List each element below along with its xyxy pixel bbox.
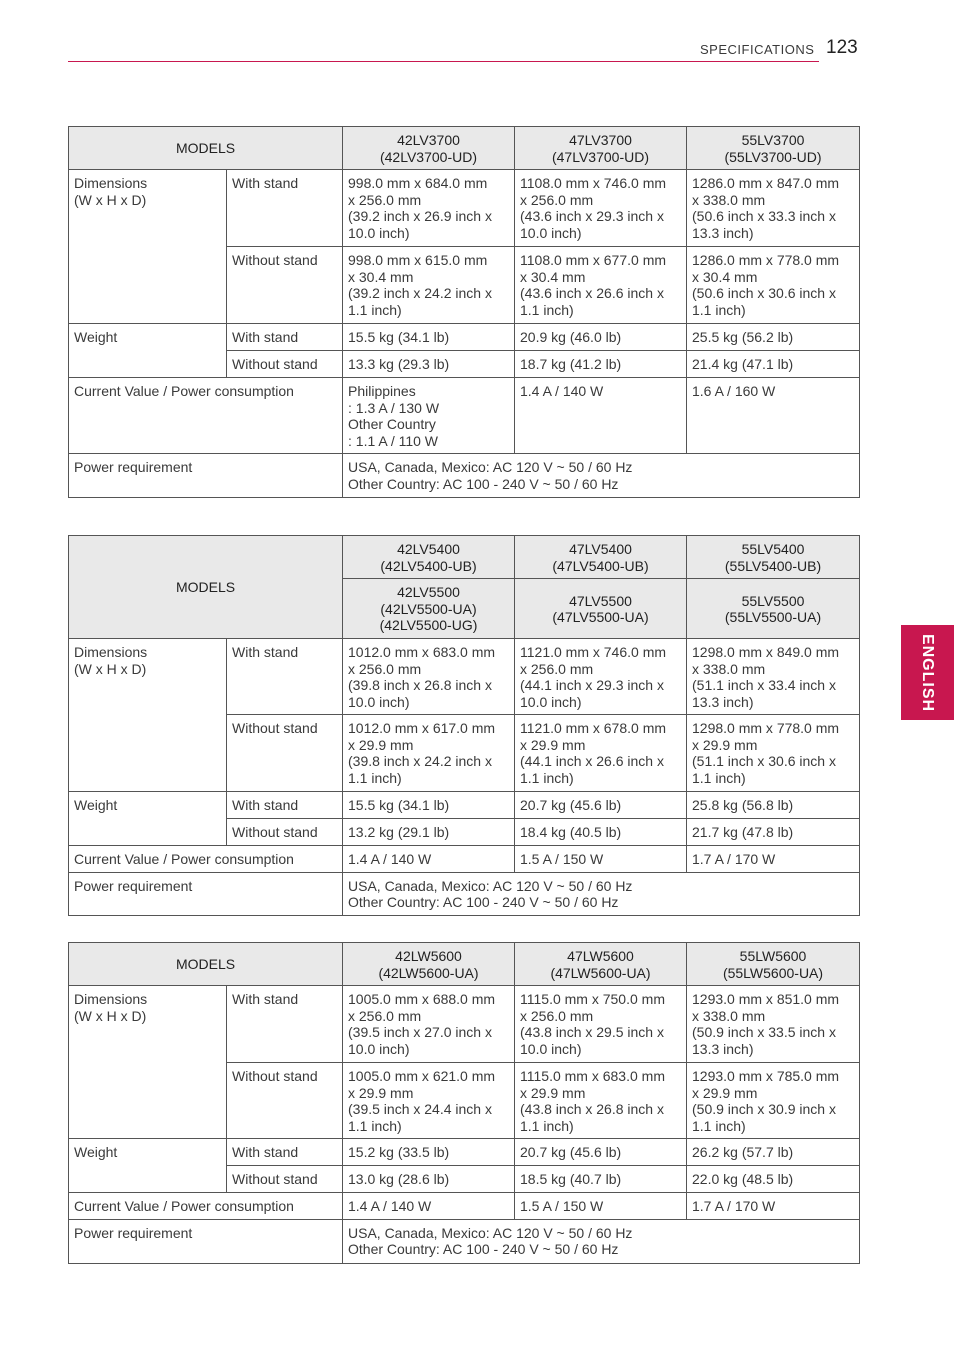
- with-stand-label: With stand: [227, 986, 343, 1063]
- dimension-cell: 998.0 mm x 615.0 mm x 30.4 mm (39.2 inch x 24.2 inch x 1.1 inch): [343, 247, 515, 324]
- dimension-cell: 1005.0 mm x 621.0 mm x 29.9 mm (39.5 inch x 24.4 inch x 1.1 inch): [343, 1063, 515, 1139]
- dimension-cell: 1286.0 mm x 778.0 mm x 30.4 mm (50.6 inch x 30.6 inch x 1.1 inch): [687, 247, 860, 324]
- dimensions-label: Dimensions (W x H x D): [69, 639, 227, 792]
- dimension-cell: 1115.0 mm x 750.0 mm x 256.0 mm (43.8 inch x 29.5 inch x 10.0 inch): [515, 986, 687, 1063]
- power-requirement-label: Power requirement: [69, 1219, 343, 1263]
- dimension-cell: 1012.0 mm x 617.0 mm x 29.9 mm (39.8 inch x 24.2 inch x 1.1 inch): [343, 715, 515, 792]
- power-requirement-label: Power requirement: [69, 872, 343, 915]
- weight-cell: 21.4 kg (47.1 lb): [687, 351, 860, 378]
- dimension-cell: 1108.0 mm x 677.0 mm x 30.4 mm (43.6 inch x 26.6 inch x 1.1 inch): [515, 247, 687, 324]
- weight-label: Weight: [69, 792, 227, 846]
- with-stand-label: With stand: [227, 170, 343, 247]
- weight-cell: 15.5 kg (34.1 lb): [343, 324, 515, 351]
- weight-cell: 20.9 kg (46.0 lb): [515, 324, 687, 351]
- with-stand-label: With stand: [227, 792, 343, 819]
- dimension-cell: 998.0 mm x 684.0 mm x 256.0 mm (39.2 inch x 26.9 inch x 10.0 inch): [343, 170, 515, 247]
- without-stand-label: Without stand: [227, 351, 343, 378]
- weight-cell: 15.2 kg (33.5 lb): [343, 1139, 515, 1166]
- dimension-cell: 1012.0 mm x 683.0 mm x 256.0 mm (39.8 inch x 26.8 inch x 10.0 inch): [343, 639, 515, 715]
- models-header: MODELS: [69, 127, 343, 170]
- current-value-label: Current Value / Power consumption: [69, 846, 343, 873]
- model-header: 47LV5400 (47LV5400-UB): [515, 536, 687, 579]
- weight-cell: 21.7 kg (47.8 lb): [687, 819, 860, 846]
- model-header: 47LW5600 (47LW5600-UA): [515, 943, 687, 986]
- power-requirement-value: USA, Canada, Mexico: AC 120 V ~ 50 / 60 Hz Other Country: AC 100 - 240 V ~ 50 / 60 Hz: [343, 454, 860, 498]
- dimension-cell: 1005.0 mm x 688.0 mm x 256.0 mm (39.5 inch x 27.0 inch x 10.0 inch): [343, 986, 515, 1063]
- weight-label: Weight: [69, 1139, 227, 1193]
- dimension-cell: 1293.0 mm x 785.0 mm x 29.9 mm (50.9 inch x 30.9 inch x 1.1 inch): [687, 1063, 860, 1139]
- current-value-cell: 1.5 A / 150 W: [515, 846, 687, 873]
- dimensions-label: Dimensions (W x H x D): [69, 170, 227, 324]
- weight-cell: 15.5 kg (34.1 lb): [343, 792, 515, 819]
- without-stand-label: Without stand: [227, 819, 343, 846]
- current-value-cell: 1.4 A / 140 W: [515, 378, 687, 454]
- weight-cell: 13.0 kg (28.6 lb): [343, 1166, 515, 1193]
- dimension-cell: 1298.0 mm x 849.0 mm x 338.0 mm (51.1 inch x 33.4 inch x 13.3 inch): [687, 639, 860, 715]
- page-number: 123: [826, 37, 858, 58]
- models-header: MODELS: [69, 536, 343, 639]
- current-value-label: Current Value / Power consumption: [69, 378, 343, 454]
- model-header: 42LW5600 (42LW5600-UA): [343, 943, 515, 986]
- spec-table-lv3700: [68, 126, 860, 498]
- with-stand-label: With stand: [227, 1139, 343, 1166]
- model-header: 55LV3700 (55LV3700-UD): [687, 127, 860, 170]
- current-value-cell: 1.4 A / 140 W: [343, 846, 515, 873]
- dimension-cell: 1121.0 mm x 678.0 mm x 29.9 mm (44.1 inch x 26.6 inch x 1.1 inch): [515, 715, 687, 792]
- model-header: 42LV5400 (42LV5400-UB): [343, 536, 515, 579]
- spec-table-lv5400-lv5500: [68, 535, 860, 916]
- model-header: 55LV5500 (55LV5500-UA): [687, 579, 860, 639]
- current-value-cell: 1.5 A / 150 W: [515, 1193, 687, 1220]
- power-requirement-value: USA, Canada, Mexico: AC 120 V ~ 50 / 60 Hz Other Country: AC 100 - 240 V ~ 50 / 60 Hz: [343, 1219, 860, 1263]
- weight-cell: 18.4 kg (40.5 lb): [515, 819, 687, 846]
- dimensions-label: Dimensions (W x H x D): [69, 986, 227, 1139]
- model-header: 55LV5400 (55LV5400-UB): [687, 536, 860, 579]
- header-rule: [68, 61, 819, 62]
- weight-cell: 25.8 kg (56.8 lb): [687, 792, 860, 819]
- dimension-cell: 1293.0 mm x 851.0 mm x 338.0 mm (50.9 inch x 33.5 inch x 13.3 inch): [687, 986, 860, 1063]
- current-value-cell: 1.7 A / 170 W: [687, 1193, 860, 1220]
- models-header: MODELS: [69, 943, 343, 986]
- current-value-cell: 1.4 A / 140 W: [343, 1193, 515, 1220]
- language-tab-label: ENGLISH: [919, 633, 937, 712]
- weight-cell: 20.7 kg (45.6 lb): [515, 1139, 687, 1166]
- current-value-cell: Philippines : 1.3 A / 130 W Other Country : 1.1 A / 110 W: [343, 378, 515, 454]
- without-stand-label: Without stand: [227, 715, 343, 792]
- weight-cell: 22.0 kg (48.5 lb): [687, 1166, 860, 1193]
- weight-cell: 20.7 kg (45.6 lb): [515, 792, 687, 819]
- model-header: 42LV5500 (42LV5500-UA) (42LV5500-UG): [343, 579, 515, 639]
- power-requirement-value: USA, Canada, Mexico: AC 120 V ~ 50 / 60 Hz Other Country: AC 100 - 240 V ~ 50 / 60 Hz: [343, 872, 860, 915]
- weight-cell: 13.2 kg (29.1 lb): [343, 819, 515, 846]
- with-stand-label: With stand: [227, 324, 343, 351]
- current-value-label: Current Value / Power consumption: [69, 1193, 343, 1220]
- without-stand-label: Without stand: [227, 247, 343, 324]
- dimension-cell: 1298.0 mm x 778.0 mm x 29.9 mm (51.1 inch x 30.6 inch x 1.1 inch): [687, 715, 860, 792]
- current-value-cell: 1.6 A / 160 W: [687, 378, 860, 454]
- without-stand-label: Without stand: [227, 1166, 343, 1193]
- without-stand-label: Without stand: [227, 1063, 343, 1139]
- language-tab[interactable]: [901, 625, 954, 720]
- dimension-cell: 1108.0 mm x 746.0 mm x 256.0 mm (43.6 inch x 29.3 inch x 10.0 inch): [515, 170, 687, 247]
- with-stand-label: With stand: [227, 639, 343, 715]
- dimension-cell: 1115.0 mm x 683.0 mm x 29.9 mm (43.8 inch x 26.8 inch x 1.1 inch): [515, 1063, 687, 1139]
- spec-table-lw5600: [68, 942, 860, 1264]
- model-header: 47LV5500 (47LV5500-UA): [515, 579, 687, 639]
- model-header: 42LV3700 (42LV3700-UD): [343, 127, 515, 170]
- weight-cell: 26.2 kg (57.7 lb): [687, 1139, 860, 1166]
- current-value-cell: 1.7 A / 170 W: [687, 846, 860, 873]
- dimension-cell: 1121.0 mm x 746.0 mm x 256.0 mm (44.1 inch x 29.3 inch x 10.0 inch): [515, 639, 687, 715]
- weight-cell: 18.7 kg (41.2 lb): [515, 351, 687, 378]
- power-requirement-label: Power requirement: [69, 454, 343, 498]
- dimension-cell: 1286.0 mm x 847.0 mm x 338.0 mm (50.6 inch x 33.3 inch x 13.3 inch): [687, 170, 860, 247]
- weight-cell: 25.5 kg (56.2 lb): [687, 324, 860, 351]
- section-label: SPECIFICATIONS: [700, 42, 815, 57]
- weight-cell: 13.3 kg (29.3 lb): [343, 351, 515, 378]
- weight-label: Weight: [69, 324, 227, 378]
- model-header: 55LW5600 (55LW5600-UA): [687, 943, 860, 986]
- weight-cell: 18.5 kg (40.7 lb): [515, 1166, 687, 1193]
- model-header: 47LV3700 (47LV3700-UD): [515, 127, 687, 170]
